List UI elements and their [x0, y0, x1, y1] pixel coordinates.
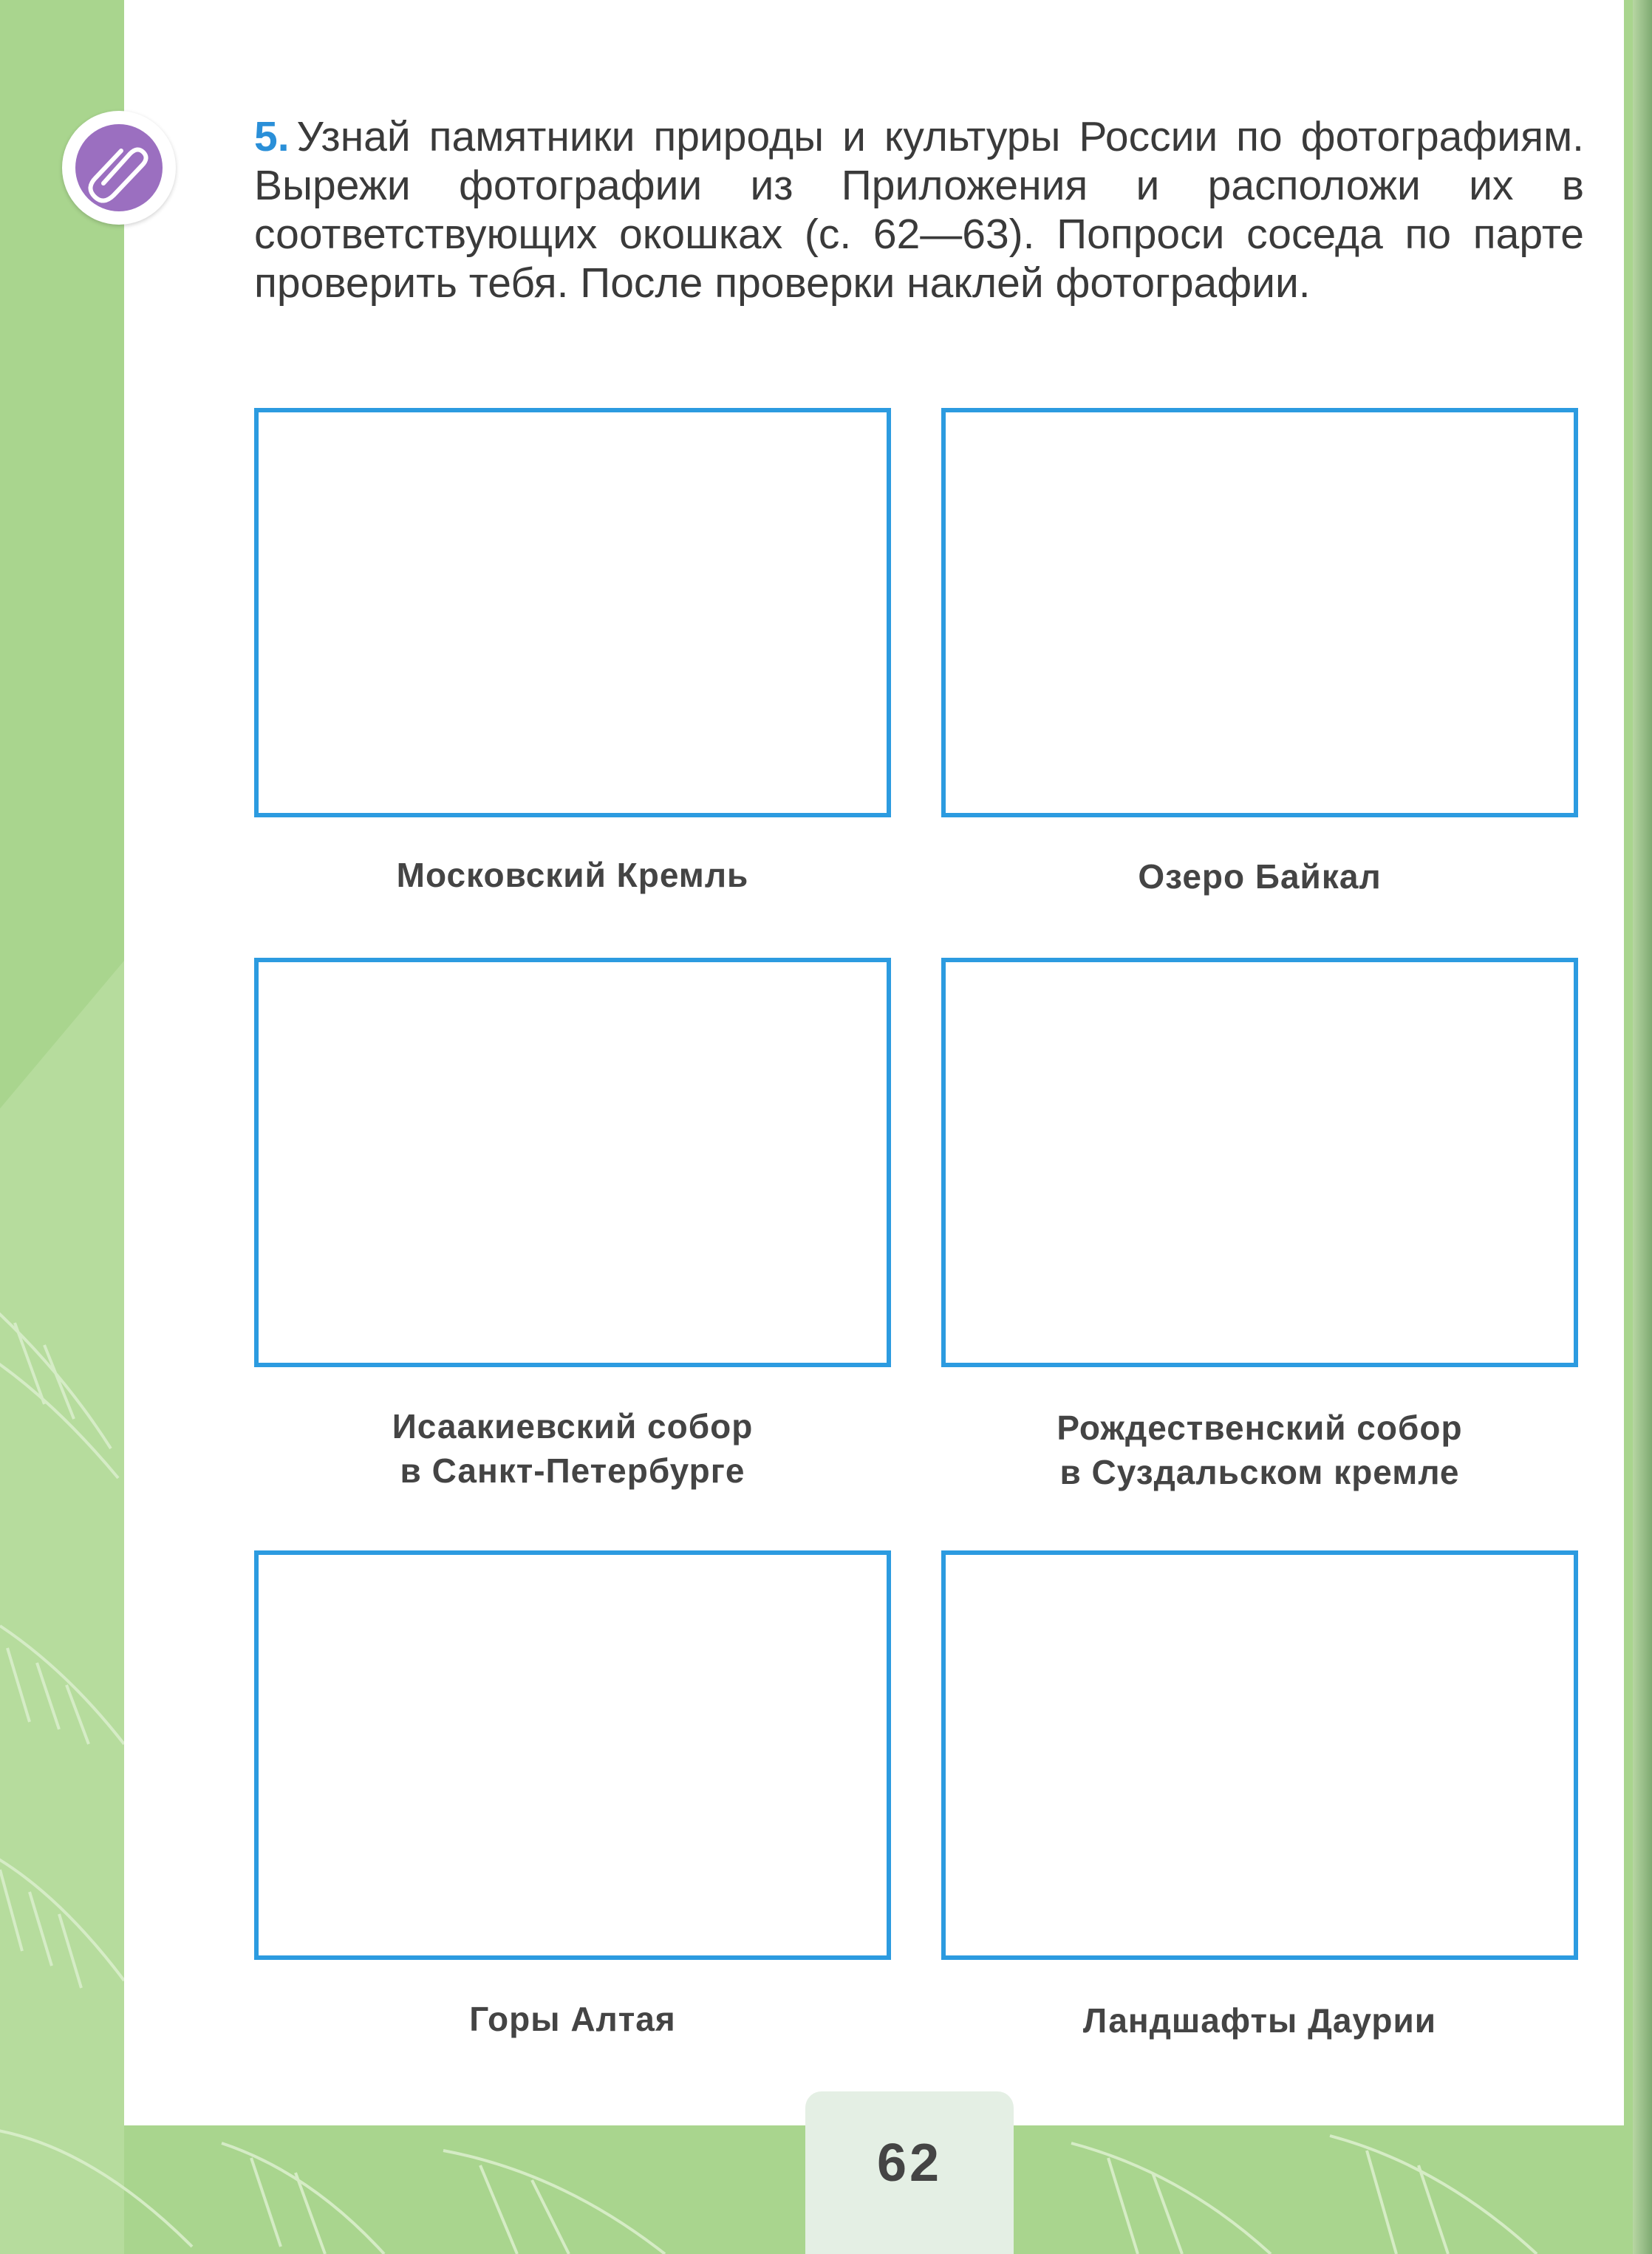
- caption-dauria: [941, 1998, 1578, 2043]
- caption-baikal: [941, 854, 1578, 899]
- photo-frame-isaac-cathedral[interactable]: [254, 958, 891, 1367]
- caption-isaac-cathedral: [254, 1404, 891, 1493]
- page-number: 62: [876, 2134, 943, 2193]
- caption-line: в Суздальском кремле: [1059, 1453, 1460, 1491]
- task-number: 5.: [254, 113, 290, 160]
- caption-altai: [254, 1997, 891, 2041]
- caption-line: Рождественский собор: [1057, 1409, 1463, 1447]
- caption-line: Исаакиевский собор: [392, 1407, 754, 1446]
- page-edge: [1633, 0, 1652, 2254]
- photo-frame-nativity-cathedral[interactable]: [941, 958, 1578, 1367]
- caption-moscow-kremlin: [254, 853, 891, 897]
- task-instruction: [254, 112, 1584, 307]
- task-text: Узнай памятники природы и культуры России по фотографиям. Вырежи фотографии из Приложения и расположи их в соответствующих окошках (с. 62—63). Попроси соседа по парте проверить тебя. После проверки наклей фотографии.: [254, 113, 1584, 307]
- photo-frame-baikal[interactable]: [941, 408, 1578, 817]
- caption-line: Московский Кремль: [396, 856, 749, 894]
- paperclip-icon: [75, 124, 163, 211]
- caption-nativity-cathedral: [941, 1406, 1578, 1494]
- photo-frame-dauria[interactable]: [941, 1550, 1578, 1960]
- page-number-tab: [805, 2091, 1014, 2254]
- caption-line: Ландшафты Даурии: [1082, 2001, 1437, 2040]
- caption-line: Горы Алтая: [469, 2000, 676, 2038]
- task-badge: [62, 111, 176, 225]
- photo-frame-altai[interactable]: [254, 1550, 891, 1960]
- photo-frame-moscow-kremlin[interactable]: [254, 408, 891, 817]
- caption-line: в Санкт-Петербурге: [400, 1451, 745, 1490]
- caption-line: Озеро Байкал: [1138, 857, 1382, 896]
